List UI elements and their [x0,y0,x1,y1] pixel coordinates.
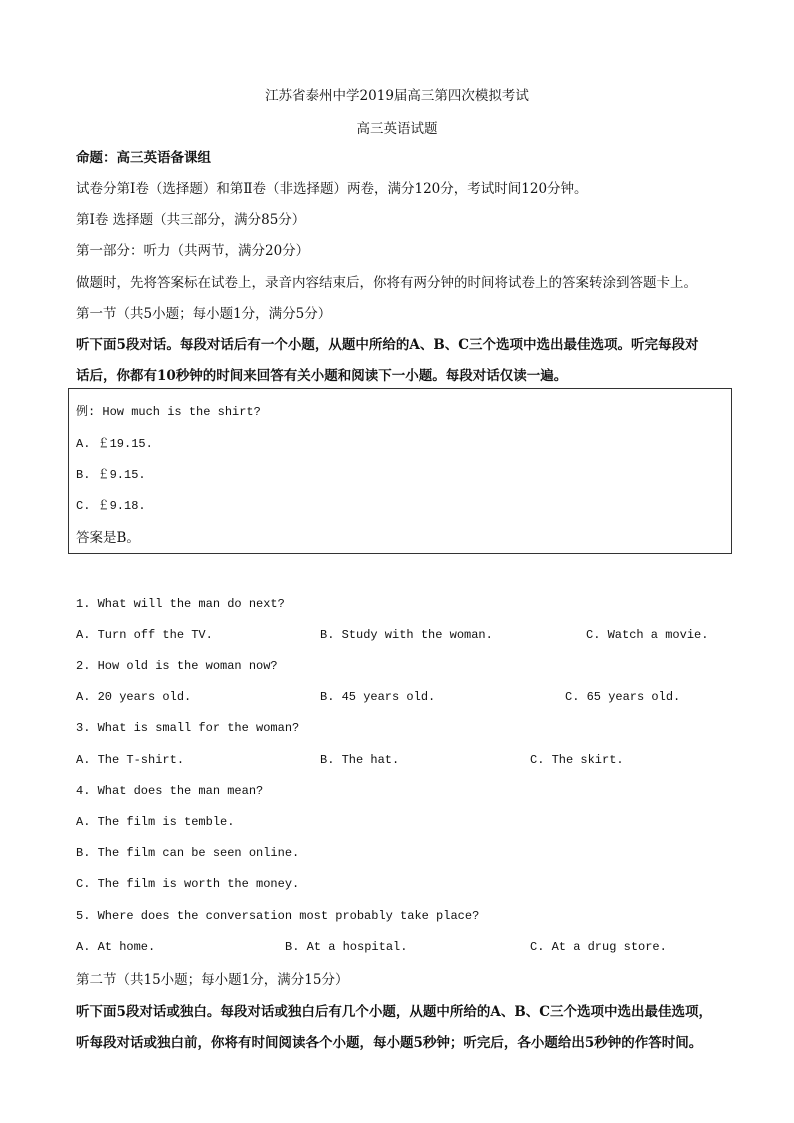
option-a: A. 20 years old. [76,690,192,704]
option-a: A. The film is temble. [76,815,235,829]
part1-heading: 第一部分：听力（共两节，满分20分） [76,243,310,259]
section2-instruction-1: 听下面5段对话或独白。每段对话或独白后有几个小题，从题中所给的A、B、C三个选项中选出最佳选项， [76,1004,713,1020]
option-a: A. Turn off the TV. [76,628,213,642]
option-b: B. 45 years old. [320,690,436,704]
section2-instruction-2: 听每段对话或独白前，你将有时间阅读各个小题，每小题5秒钟；听完后，各小题给出5秒钟的作答时间。 [76,1035,703,1051]
question-stem: 4. What does the man mean? [76,784,264,798]
section1-heading: 第一节（共5小题；每小题1分，满分5分） [76,306,332,322]
question-stem: 2. How old is the woman now? [76,659,278,673]
option-c: C. 65 years old. [565,690,681,704]
example-question: 例: How much is the shirt? [76,405,261,419]
option-a: A. The T-shirt. [76,753,185,767]
subject-title: 高三英语试题 [356,121,438,137]
option-b: B. The film can be seen online. [76,846,300,860]
option-c: C. At a drug store. [530,940,667,954]
option-b: B. The hat. [320,753,400,767]
question-stem: 5. Where does the conversation most probably take place? [76,909,480,923]
question-stem: 1. What will the man do next? [76,597,285,611]
exam-title: 江苏省泰州中学2019届高三第四次模拟考试 [265,88,529,104]
section1-instruction-1: 听下面5段对话。每段对话后有一个小题，从题中所给的A、B、C三个选项中选出最佳选项。听完每段对 [76,337,699,353]
volume-heading: 第Ⅰ卷 选择题（共三部分，满分85分） [76,212,306,228]
option-c: C. The skirt. [530,753,624,767]
example-option-b: B. ￡9.15. [76,468,146,482]
structure-line: 试卷分第Ⅰ卷（选择题）和第Ⅱ卷（非选择题）两卷，满分120分，考试时间120分钟。 [76,181,588,197]
example-option-a: A. ￡19.15. [76,437,153,451]
section2-heading: 第二节（共15小题；每小题1分，满分15分） [76,972,349,988]
option-b: B. Study with the woman. [320,628,493,642]
example-option-c: C. ￡9.18. [76,499,146,513]
example-answer: 答案是B。 [76,530,140,546]
question-stem: 3. What is small for the woman? [76,721,300,735]
option-a: A. At home. [76,940,156,954]
option-c: C. The film is worth the money. [76,877,300,891]
author-line: 命题：高三英语备课组 [76,150,211,166]
option-b: B. At a hospital. [285,940,408,954]
section1-instruction-2: 话后，你都有10秒钟的时间来回答有关小题和阅读下一小题。每段对话仅读一遍。 [76,368,568,384]
option-c: C. Watch a movie. [586,628,709,642]
part1-instruction: 做题时，先将答案标在试卷上，录音内容结束后，你将有两分钟的时间将试卷上的答案转涂到答题卡上。 [76,275,697,291]
